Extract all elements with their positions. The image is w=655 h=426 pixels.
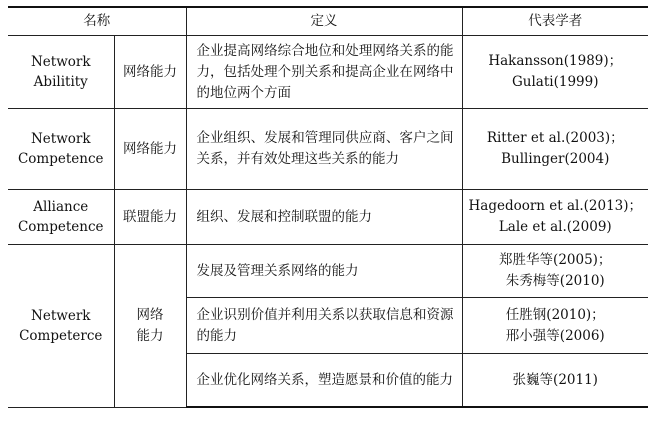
chinese-term-cell bbox=[114, 245, 186, 408]
english-term-line: Network bbox=[30, 131, 91, 147]
chinese-term-line: 网络 bbox=[136, 306, 164, 323]
scholar-line: 朱秀梅等(2010) bbox=[505, 273, 605, 289]
definition-cell: 组织、发展和控制联盟的能力 bbox=[186, 190, 462, 245]
english-term-line: Competerce bbox=[19, 327, 103, 344]
chinese-term-cell: 网络能力 bbox=[114, 109, 186, 190]
header-definition: 定义 bbox=[186, 7, 462, 36]
scholars-cell bbox=[462, 109, 648, 190]
scholars-cell bbox=[462, 354, 648, 408]
english-term-line: Competence bbox=[17, 219, 104, 235]
table-row bbox=[8, 245, 648, 298]
scholar-line: Bullinger(2004) bbox=[501, 151, 610, 167]
table-row bbox=[8, 190, 648, 245]
scholar-line: Lale et al.(2009) bbox=[498, 219, 612, 235]
header-name: 名称 bbox=[8, 7, 186, 36]
definition-cell: 企业优化网络关系，塑造愿景和价值的能力 bbox=[186, 354, 462, 408]
network-capability-definition-table bbox=[8, 6, 648, 408]
english-term-cell bbox=[8, 190, 114, 245]
scholar-line: Ritter et al.(2003)； bbox=[486, 130, 624, 146]
definition-cell: 企业识别价值并利用关系以获取信息和资源的能力 bbox=[186, 298, 462, 354]
table-row bbox=[8, 109, 648, 190]
english-term-line: Abilitity bbox=[33, 74, 88, 90]
scholar-line: Hakansson(1989)； bbox=[488, 53, 623, 69]
english-term-cell bbox=[8, 109, 114, 190]
scholars-cell bbox=[462, 298, 648, 354]
scholar-line: 郑胜华等(2005)； bbox=[499, 252, 612, 268]
scholars-cell bbox=[462, 36, 648, 109]
definition-cell: 企业组织、发展和管理同供应商、客户之间关系，并有效处理这些关系的能力 bbox=[186, 109, 462, 190]
scholars-cell bbox=[462, 190, 648, 245]
chinese-term-line: 能力 bbox=[136, 327, 164, 344]
english-term-line: Network bbox=[30, 54, 91, 70]
definition-cell: 企业提高网络综合地位和处理网络关系的能力，包括处理个别关系和提高企业在网络中的地位两个方面 bbox=[186, 36, 462, 109]
table-row bbox=[8, 36, 648, 109]
scholar-line: 任胜钢(2010)； bbox=[505, 306, 605, 323]
scholar-line: Hagedoorn et al.(2013)； bbox=[468, 198, 643, 214]
chinese-term-cell: 联盟能力 bbox=[114, 190, 186, 245]
english-term-line: Netwerk bbox=[31, 307, 91, 324]
scholars-cell bbox=[462, 245, 648, 298]
header-scholars: 代表学者 bbox=[462, 7, 648, 36]
scholar-line: 邢小强等(2006) bbox=[505, 327, 605, 344]
english-term-line: Alliance bbox=[33, 199, 89, 215]
table-header-row bbox=[8, 7, 648, 36]
chinese-term-cell: 网络能力 bbox=[114, 36, 186, 109]
scholar-line: Gulati(1999) bbox=[512, 74, 599, 90]
english-term-cell bbox=[8, 245, 114, 408]
definition-cell: 发展及管理关系网络的能力 bbox=[186, 245, 462, 298]
scholar-line: 张巍等(2011) bbox=[512, 371, 598, 388]
english-term-line: Competence bbox=[17, 151, 104, 167]
english-term-cell bbox=[8, 36, 114, 109]
